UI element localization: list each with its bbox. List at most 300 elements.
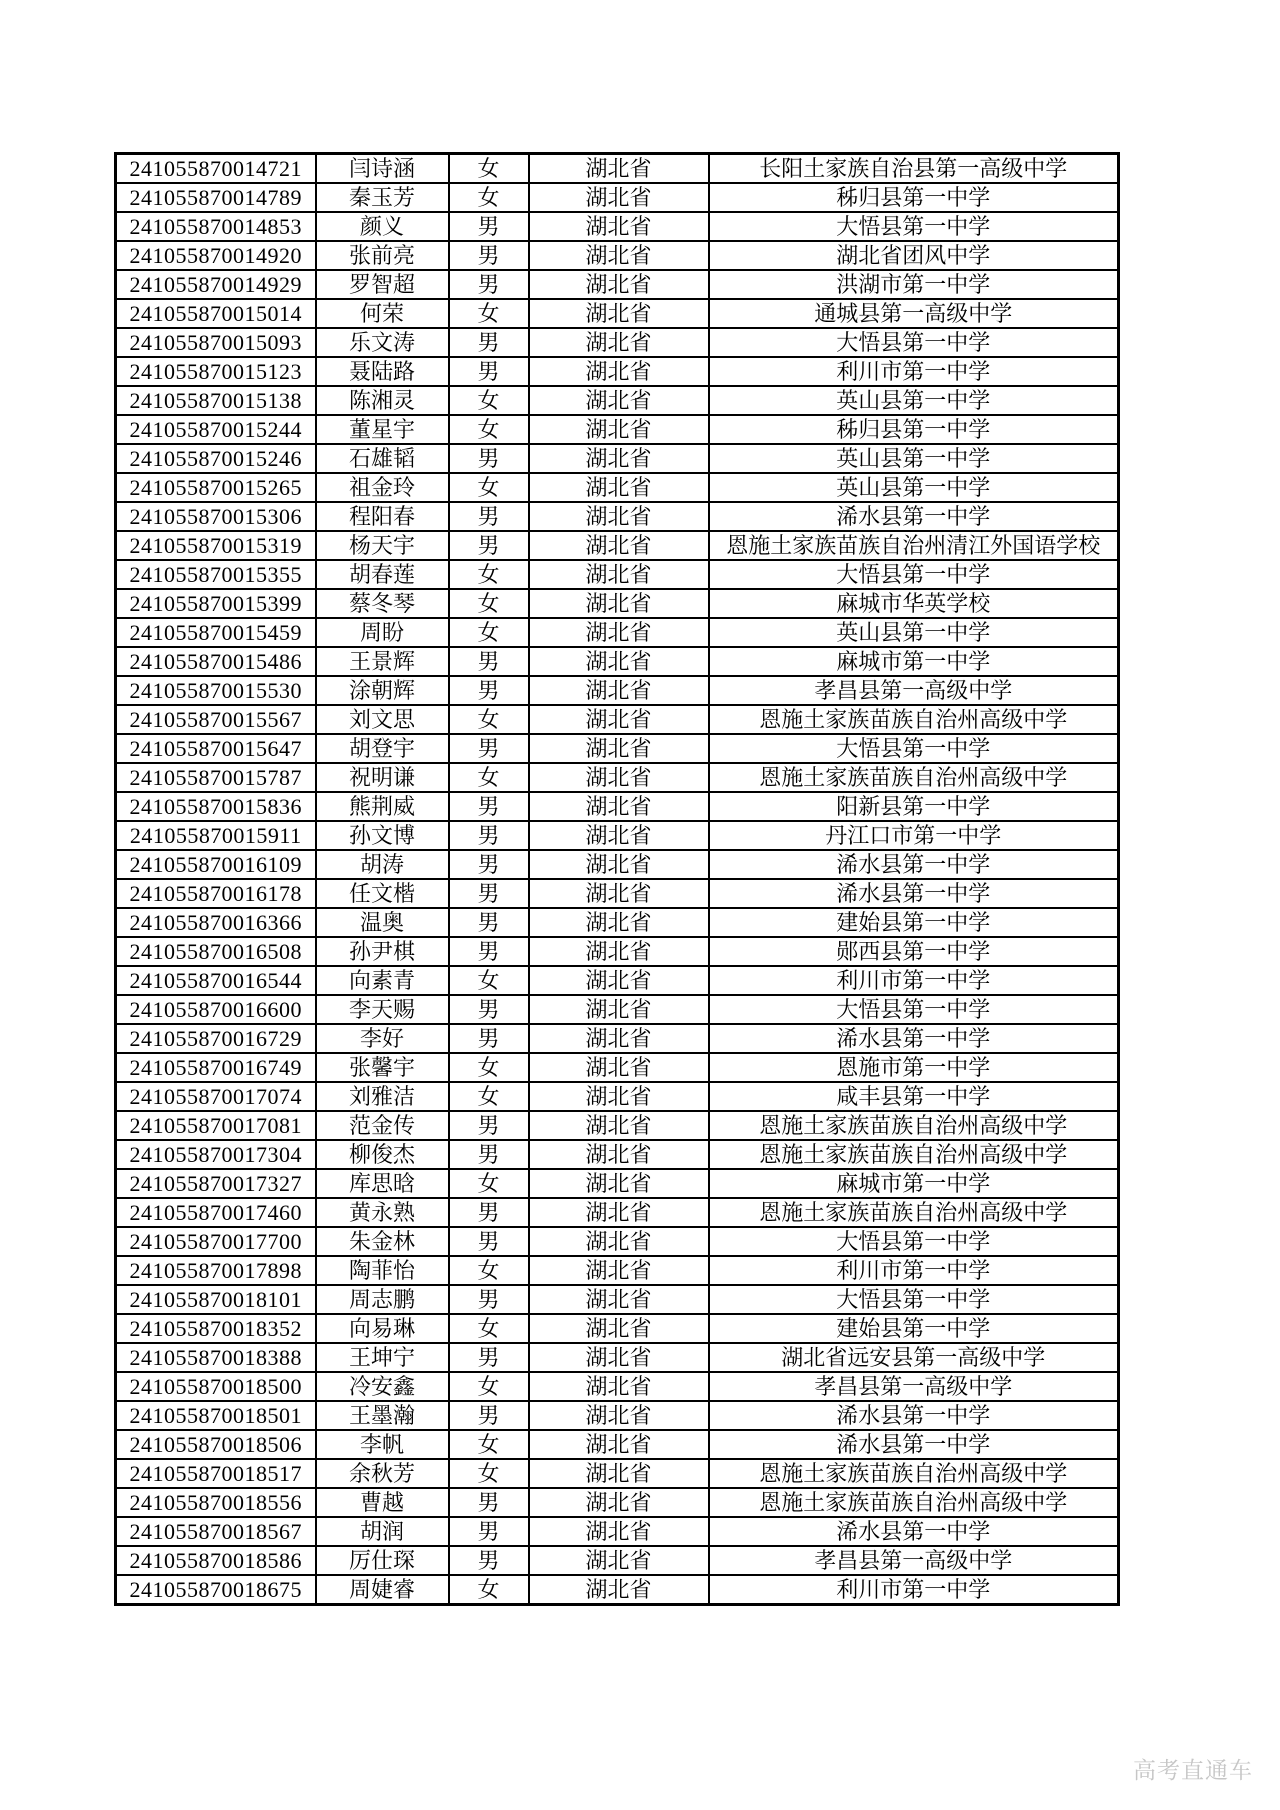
- table-row: [116, 908, 1119, 937]
- cell-exam-id: 241055870017327: [116, 1169, 316, 1198]
- cell-exam-id: 241055870016109: [116, 850, 316, 879]
- cell-province: 湖北省: [529, 328, 709, 357]
- table-row: [116, 560, 1119, 589]
- cell-exam-id: 241055870018506: [116, 1430, 316, 1459]
- cell-gender: 男: [449, 879, 529, 908]
- cell-province: 湖北省: [529, 792, 709, 821]
- cell-school: 大悟县第一中学: [709, 734, 1119, 763]
- cell-school: 大悟县第一中学: [709, 560, 1119, 589]
- cell-student-name: 王墨瀚: [316, 1401, 449, 1430]
- cell-school: 浠水县第一中学: [709, 850, 1119, 879]
- cell-province: 湖北省: [529, 1227, 709, 1256]
- cell-exam-id: 241055870015355: [116, 560, 316, 589]
- cell-school: 恩施土家族苗族自治州高级中学: [709, 1111, 1119, 1140]
- table-row: [116, 531, 1119, 560]
- table-row: [116, 1140, 1119, 1169]
- cell-student-name: 黄永熟: [316, 1198, 449, 1227]
- cell-school: 浠水县第一中学: [709, 1430, 1119, 1459]
- cell-gender: 女: [449, 473, 529, 502]
- cell-exam-id: 241055870018388: [116, 1343, 316, 1372]
- cell-gender: 女: [449, 1314, 529, 1343]
- cell-exam-id: 241055870018500: [116, 1372, 316, 1401]
- table-row: [116, 444, 1119, 473]
- cell-school: 湖北省远安县第一高级中学: [709, 1343, 1119, 1372]
- table-row: [116, 1401, 1119, 1430]
- cell-province: 湖北省: [529, 1488, 709, 1517]
- cell-exam-id: 241055870014721: [116, 154, 316, 184]
- cell-gender: 男: [449, 1227, 529, 1256]
- cell-school: 秭归县第一中学: [709, 415, 1119, 444]
- cell-gender: 男: [449, 937, 529, 966]
- cell-school: 恩施土家族苗族自治州清江外国语学校: [709, 531, 1119, 560]
- cell-gender: 女: [449, 589, 529, 618]
- table-row: [116, 966, 1119, 995]
- cell-student-name: 何荣: [316, 299, 449, 328]
- cell-school: 麻城市第一中学: [709, 1169, 1119, 1198]
- cell-gender: 女: [449, 1082, 529, 1111]
- cell-province: 湖北省: [529, 270, 709, 299]
- cell-exam-id: 241055870015911: [116, 821, 316, 850]
- cell-province: 湖北省: [529, 1198, 709, 1227]
- cell-exam-id: 241055870015306: [116, 502, 316, 531]
- cell-province: 湖北省: [529, 241, 709, 270]
- cell-gender: 男: [449, 1488, 529, 1517]
- cell-gender: 男: [449, 1517, 529, 1546]
- table-row: [116, 1082, 1119, 1111]
- cell-province: 湖北省: [529, 1401, 709, 1430]
- cell-gender: 女: [449, 1169, 529, 1198]
- cell-student-name: 陶菲怡: [316, 1256, 449, 1285]
- cell-exam-id: 241055870016749: [116, 1053, 316, 1082]
- cell-province: 湖北省: [529, 1343, 709, 1372]
- cell-school: 浠水县第一中学: [709, 1401, 1119, 1430]
- cell-province: 湖北省: [529, 154, 709, 184]
- cell-exam-id: 241055870018517: [116, 1459, 316, 1488]
- table-row: [116, 1343, 1119, 1372]
- table-row: [116, 1256, 1119, 1285]
- cell-exam-id: 241055870015530: [116, 676, 316, 705]
- cell-student-name: 杨天宇: [316, 531, 449, 560]
- table-row: [116, 473, 1119, 502]
- cell-exam-id: 241055870016600: [116, 995, 316, 1024]
- cell-school: 利川市第一中学: [709, 966, 1119, 995]
- cell-school: 湖北省团风中学: [709, 241, 1119, 270]
- table-row: [116, 1314, 1119, 1343]
- table-row: [116, 821, 1119, 850]
- cell-school: 恩施土家族苗族自治州高级中学: [709, 763, 1119, 792]
- table-row: [116, 270, 1119, 299]
- cell-school: 大悟县第一中学: [709, 995, 1119, 1024]
- cell-school: 阳新县第一中学: [709, 792, 1119, 821]
- table-row: [116, 589, 1119, 618]
- cell-school: 恩施土家族苗族自治州高级中学: [709, 705, 1119, 734]
- table-row: [116, 1111, 1119, 1140]
- cell-student-name: 陈湘灵: [316, 386, 449, 415]
- cell-gender: 女: [449, 183, 529, 212]
- cell-student-name: 周盼: [316, 618, 449, 647]
- cell-school: 浠水县第一中学: [709, 1517, 1119, 1546]
- cell-student-name: 任文楷: [316, 879, 449, 908]
- cell-province: 湖北省: [529, 647, 709, 676]
- table-row: [116, 415, 1119, 444]
- table-row: [116, 1517, 1119, 1546]
- table-row: [116, 502, 1119, 531]
- cell-exam-id: 241055870016366: [116, 908, 316, 937]
- cell-province: 湖北省: [529, 183, 709, 212]
- cell-student-name: 胡春莲: [316, 560, 449, 589]
- cell-gender: 男: [449, 1401, 529, 1430]
- cell-student-name: 祝明谦: [316, 763, 449, 792]
- cell-student-name: 乐文涛: [316, 328, 449, 357]
- cell-school: 大悟县第一中学: [709, 1227, 1119, 1256]
- cell-student-name: 张馨宇: [316, 1053, 449, 1082]
- cell-exam-id: 241055870015787: [116, 763, 316, 792]
- cell-province: 湖北省: [529, 1111, 709, 1140]
- cell-student-name: 闫诗涵: [316, 154, 449, 184]
- cell-province: 湖北省: [529, 1546, 709, 1575]
- cell-student-name: 朱金林: [316, 1227, 449, 1256]
- cell-student-name: 罗智超: [316, 270, 449, 299]
- cell-student-name: 胡涛: [316, 850, 449, 879]
- cell-student-name: 曹越: [316, 1488, 449, 1517]
- cell-student-name: 温奥: [316, 908, 449, 937]
- table-row: [116, 183, 1119, 212]
- watermark: 高考直通车: [1133, 1757, 1253, 1783]
- cell-exam-id: 241055870017460: [116, 1198, 316, 1227]
- table-row: [116, 1227, 1119, 1256]
- cell-exam-id: 241055870015567: [116, 705, 316, 734]
- cell-gender: 女: [449, 1256, 529, 1285]
- cell-province: 湖北省: [529, 937, 709, 966]
- cell-student-name: 胡登宇: [316, 734, 449, 763]
- cell-province: 湖北省: [529, 879, 709, 908]
- cell-province: 湖北省: [529, 995, 709, 1024]
- cell-exam-id: 241055870016178: [116, 879, 316, 908]
- cell-school: 孝昌县第一高级中学: [709, 1372, 1119, 1401]
- cell-province: 湖北省: [529, 560, 709, 589]
- cell-exam-id: 241055870018101: [116, 1285, 316, 1314]
- cell-student-name: 向素青: [316, 966, 449, 995]
- cell-student-name: 刘雅洁: [316, 1082, 449, 1111]
- cell-school: 恩施市第一中学: [709, 1053, 1119, 1082]
- cell-school: 英山县第一中学: [709, 618, 1119, 647]
- cell-exam-id: 241055870017074: [116, 1082, 316, 1111]
- cell-exam-id: 241055870015093: [116, 328, 316, 357]
- table-row: [116, 995, 1119, 1024]
- cell-student-name: 熊荆威: [316, 792, 449, 821]
- cell-gender: 女: [449, 763, 529, 792]
- table-row: [116, 328, 1119, 357]
- cell-gender: 女: [449, 1372, 529, 1401]
- cell-school: 建始县第一中学: [709, 1314, 1119, 1343]
- cell-student-name: 孙文博: [316, 821, 449, 850]
- cell-exam-id: 241055870014853: [116, 212, 316, 241]
- cell-student-name: 李好: [316, 1024, 449, 1053]
- cell-exam-id: 241055870018586: [116, 1546, 316, 1575]
- cell-province: 湖北省: [529, 1372, 709, 1401]
- cell-gender: 男: [449, 821, 529, 850]
- cell-gender: 女: [449, 1430, 529, 1459]
- cell-exam-id: 241055870015319: [116, 531, 316, 560]
- cell-student-name: 李帆: [316, 1430, 449, 1459]
- cell-student-name: 董星宇: [316, 415, 449, 444]
- cell-school: 浠水县第一中学: [709, 502, 1119, 531]
- cell-exam-id: 241055870018567: [116, 1517, 316, 1546]
- table-row: [116, 1488, 1119, 1517]
- cell-school: 利川市第一中学: [709, 1575, 1119, 1605]
- table-row: [116, 1285, 1119, 1314]
- cell-province: 湖北省: [529, 1285, 709, 1314]
- cell-province: 湖北省: [529, 1430, 709, 1459]
- cell-school: 恩施土家族苗族自治州高级中学: [709, 1488, 1119, 1517]
- cell-exam-id: 241055870016508: [116, 937, 316, 966]
- cell-school: 洪湖市第一中学: [709, 270, 1119, 299]
- cell-exam-id: 241055870018501: [116, 1401, 316, 1430]
- cell-school: 英山县第一中学: [709, 386, 1119, 415]
- cell-student-name: 王景辉: [316, 647, 449, 676]
- cell-province: 湖北省: [529, 1082, 709, 1111]
- cell-gender: 男: [449, 647, 529, 676]
- cell-student-name: 余秋芳: [316, 1459, 449, 1488]
- cell-gender: 女: [449, 705, 529, 734]
- cell-student-name: 李天赐: [316, 995, 449, 1024]
- cell-school: 秭归县第一中学: [709, 183, 1119, 212]
- cell-student-name: 祖金玲: [316, 473, 449, 502]
- cell-student-name: 孙尹棋: [316, 937, 449, 966]
- cell-province: 湖北省: [529, 386, 709, 415]
- cell-exam-id: 241055870014929: [116, 270, 316, 299]
- cell-province: 湖北省: [529, 1256, 709, 1285]
- cell-school: 大悟县第一中学: [709, 1285, 1119, 1314]
- cell-student-name: 柳俊杰: [316, 1140, 449, 1169]
- cell-province: 湖北省: [529, 589, 709, 618]
- cell-student-name: 张前亮: [316, 241, 449, 270]
- cell-province: 湖北省: [529, 531, 709, 560]
- cell-school: 英山县第一中学: [709, 444, 1119, 473]
- cell-gender: 女: [449, 1053, 529, 1082]
- cell-gender: 男: [449, 1343, 529, 1372]
- cell-exam-id: 241055870015244: [116, 415, 316, 444]
- cell-province: 湖北省: [529, 1024, 709, 1053]
- cell-school: 建始县第一中学: [709, 908, 1119, 937]
- cell-province: 湖北省: [529, 908, 709, 937]
- cell-province: 湖北省: [529, 212, 709, 241]
- cell-school: 浠水县第一中学: [709, 1024, 1119, 1053]
- cell-student-name: 胡润: [316, 1517, 449, 1546]
- cell-school: 恩施土家族苗族自治州高级中学: [709, 1198, 1119, 1227]
- cell-gender: 男: [449, 908, 529, 937]
- table-row: [116, 1169, 1119, 1198]
- cell-exam-id: 241055870015459: [116, 618, 316, 647]
- cell-school: 长阳土家族自治县第一高级中学: [709, 154, 1119, 184]
- cell-exam-id: 241055870014920: [116, 241, 316, 270]
- table-row: [116, 850, 1119, 879]
- cell-province: 湖北省: [529, 1575, 709, 1605]
- table-row: [116, 937, 1119, 966]
- cell-exam-id: 241055870017081: [116, 1111, 316, 1140]
- cell-gender: 女: [449, 1459, 529, 1488]
- cell-exam-id: 241055870015123: [116, 357, 316, 386]
- cell-gender: 男: [449, 531, 529, 560]
- table-row: [116, 1459, 1119, 1488]
- cell-gender: 男: [449, 1140, 529, 1169]
- cell-gender: 男: [449, 270, 529, 299]
- cell-student-name: 周志鹏: [316, 1285, 449, 1314]
- table-row: [116, 386, 1119, 415]
- table-row: [116, 1198, 1119, 1227]
- cell-province: 湖北省: [529, 1169, 709, 1198]
- cell-gender: 男: [449, 734, 529, 763]
- table-row: [116, 154, 1119, 184]
- cell-student-name: 程阳春: [316, 502, 449, 531]
- table-row: [116, 212, 1119, 241]
- cell-exam-id: 241055870017700: [116, 1227, 316, 1256]
- cell-school: 浠水县第一中学: [709, 879, 1119, 908]
- cell-gender: 男: [449, 357, 529, 386]
- cell-exam-id: 241055870015246: [116, 444, 316, 473]
- cell-student-name: 刘文思: [316, 705, 449, 734]
- cell-gender: 女: [449, 966, 529, 995]
- cell-student-name: 涂朝辉: [316, 676, 449, 705]
- cell-school: 咸丰县第一中学: [709, 1082, 1119, 1111]
- table-row: [116, 1430, 1119, 1459]
- table-row: [116, 763, 1119, 792]
- table-row: [116, 1053, 1119, 1082]
- cell-province: 湖北省: [529, 1459, 709, 1488]
- student-roster-table: [114, 152, 1120, 1606]
- cell-gender: 男: [449, 792, 529, 821]
- cell-student-name: 颜义: [316, 212, 449, 241]
- cell-gender: 女: [449, 415, 529, 444]
- cell-student-name: 石雄韬: [316, 444, 449, 473]
- cell-gender: 男: [449, 444, 529, 473]
- table-row: [116, 1546, 1119, 1575]
- table-row: [116, 647, 1119, 676]
- cell-gender: 女: [449, 1575, 529, 1605]
- cell-exam-id: 241055870015647: [116, 734, 316, 763]
- cell-exam-id: 241055870018352: [116, 1314, 316, 1343]
- cell-student-name: 聂陆路: [316, 357, 449, 386]
- cell-province: 湖北省: [529, 966, 709, 995]
- cell-gender: 男: [449, 502, 529, 531]
- cell-school: 麻城市第一中学: [709, 647, 1119, 676]
- cell-province: 湖北省: [529, 1140, 709, 1169]
- cell-province: 湖北省: [529, 850, 709, 879]
- cell-school: 大悟县第一中学: [709, 328, 1119, 357]
- cell-student-name: 冷安鑫: [316, 1372, 449, 1401]
- cell-student-name: 范金传: [316, 1111, 449, 1140]
- cell-school: 英山县第一中学: [709, 473, 1119, 502]
- cell-gender: 男: [449, 241, 529, 270]
- table-row: [116, 879, 1119, 908]
- cell-province: 湖北省: [529, 763, 709, 792]
- cell-gender: 男: [449, 1024, 529, 1053]
- cell-gender: 男: [449, 1111, 529, 1140]
- cell-student-name: 王坤宁: [316, 1343, 449, 1372]
- cell-school: 郧西县第一中学: [709, 937, 1119, 966]
- table-row: [116, 1575, 1119, 1605]
- table-row: [116, 618, 1119, 647]
- table-row: [116, 1372, 1119, 1401]
- cell-exam-id: 241055870017304: [116, 1140, 316, 1169]
- table-row: [116, 299, 1119, 328]
- cell-province: 湖北省: [529, 1053, 709, 1082]
- cell-school: 通城县第一高级中学: [709, 299, 1119, 328]
- cell-exam-id: 241055870014789: [116, 183, 316, 212]
- cell-exam-id: 241055870015836: [116, 792, 316, 821]
- cell-student-name: 库思晗: [316, 1169, 449, 1198]
- table-row: [116, 241, 1119, 270]
- cell-gender: 男: [449, 995, 529, 1024]
- cell-school: 大悟县第一中学: [709, 212, 1119, 241]
- cell-province: 湖北省: [529, 734, 709, 763]
- cell-exam-id: 241055870015486: [116, 647, 316, 676]
- cell-school: 恩施土家族苗族自治州高级中学: [709, 1459, 1119, 1488]
- cell-gender: 男: [449, 1546, 529, 1575]
- cell-province: 湖北省: [529, 299, 709, 328]
- cell-school: 丹江口市第一中学: [709, 821, 1119, 850]
- cell-province: 湖北省: [529, 1517, 709, 1546]
- cell-gender: 男: [449, 850, 529, 879]
- cell-exam-id: 241055870017898: [116, 1256, 316, 1285]
- cell-province: 湖北省: [529, 502, 709, 531]
- cell-exam-id: 241055870018675: [116, 1575, 316, 1605]
- cell-student-name: 向易琳: [316, 1314, 449, 1343]
- cell-exam-id: 241055870016544: [116, 966, 316, 995]
- table-row: [116, 705, 1119, 734]
- cell-school: 利川市第一中学: [709, 1256, 1119, 1285]
- cell-province: 湖北省: [529, 821, 709, 850]
- cell-gender: 男: [449, 1285, 529, 1314]
- cell-province: 湖北省: [529, 1314, 709, 1343]
- roster-body: [116, 154, 1119, 1605]
- table-row: [116, 676, 1119, 705]
- cell-exam-id: 241055870015014: [116, 299, 316, 328]
- table-row: [116, 357, 1119, 386]
- table-row: [116, 792, 1119, 821]
- cell-province: 湖北省: [529, 357, 709, 386]
- cell-student-name: 蔡冬琴: [316, 589, 449, 618]
- cell-province: 湖北省: [529, 415, 709, 444]
- cell-school: 利川市第一中学: [709, 357, 1119, 386]
- cell-student-name: 周婕睿: [316, 1575, 449, 1605]
- cell-gender: 男: [449, 676, 529, 705]
- table-row: [116, 1024, 1119, 1053]
- cell-province: 湖北省: [529, 618, 709, 647]
- cell-exam-id: 241055870015265: [116, 473, 316, 502]
- cell-province: 湖北省: [529, 473, 709, 502]
- cell-school: 孝昌县第一高级中学: [709, 676, 1119, 705]
- cell-gender: 女: [449, 299, 529, 328]
- cell-gender: 男: [449, 328, 529, 357]
- cell-school: 恩施土家族苗族自治州高级中学: [709, 1140, 1119, 1169]
- cell-exam-id: 241055870016729: [116, 1024, 316, 1053]
- cell-exam-id: 241055870015399: [116, 589, 316, 618]
- cell-exam-id: 241055870015138: [116, 386, 316, 415]
- cell-province: 湖北省: [529, 444, 709, 473]
- cell-student-name: 秦玉芳: [316, 183, 449, 212]
- cell-gender: 女: [449, 154, 529, 184]
- cell-student-name: 厉仕琛: [316, 1546, 449, 1575]
- cell-gender: 男: [449, 1198, 529, 1227]
- cell-gender: 女: [449, 618, 529, 647]
- cell-province: 湖北省: [529, 705, 709, 734]
- cell-exam-id: 241055870018556: [116, 1488, 316, 1517]
- cell-gender: 女: [449, 560, 529, 589]
- cell-province: 湖北省: [529, 676, 709, 705]
- cell-gender: 女: [449, 386, 529, 415]
- table-row: [116, 734, 1119, 763]
